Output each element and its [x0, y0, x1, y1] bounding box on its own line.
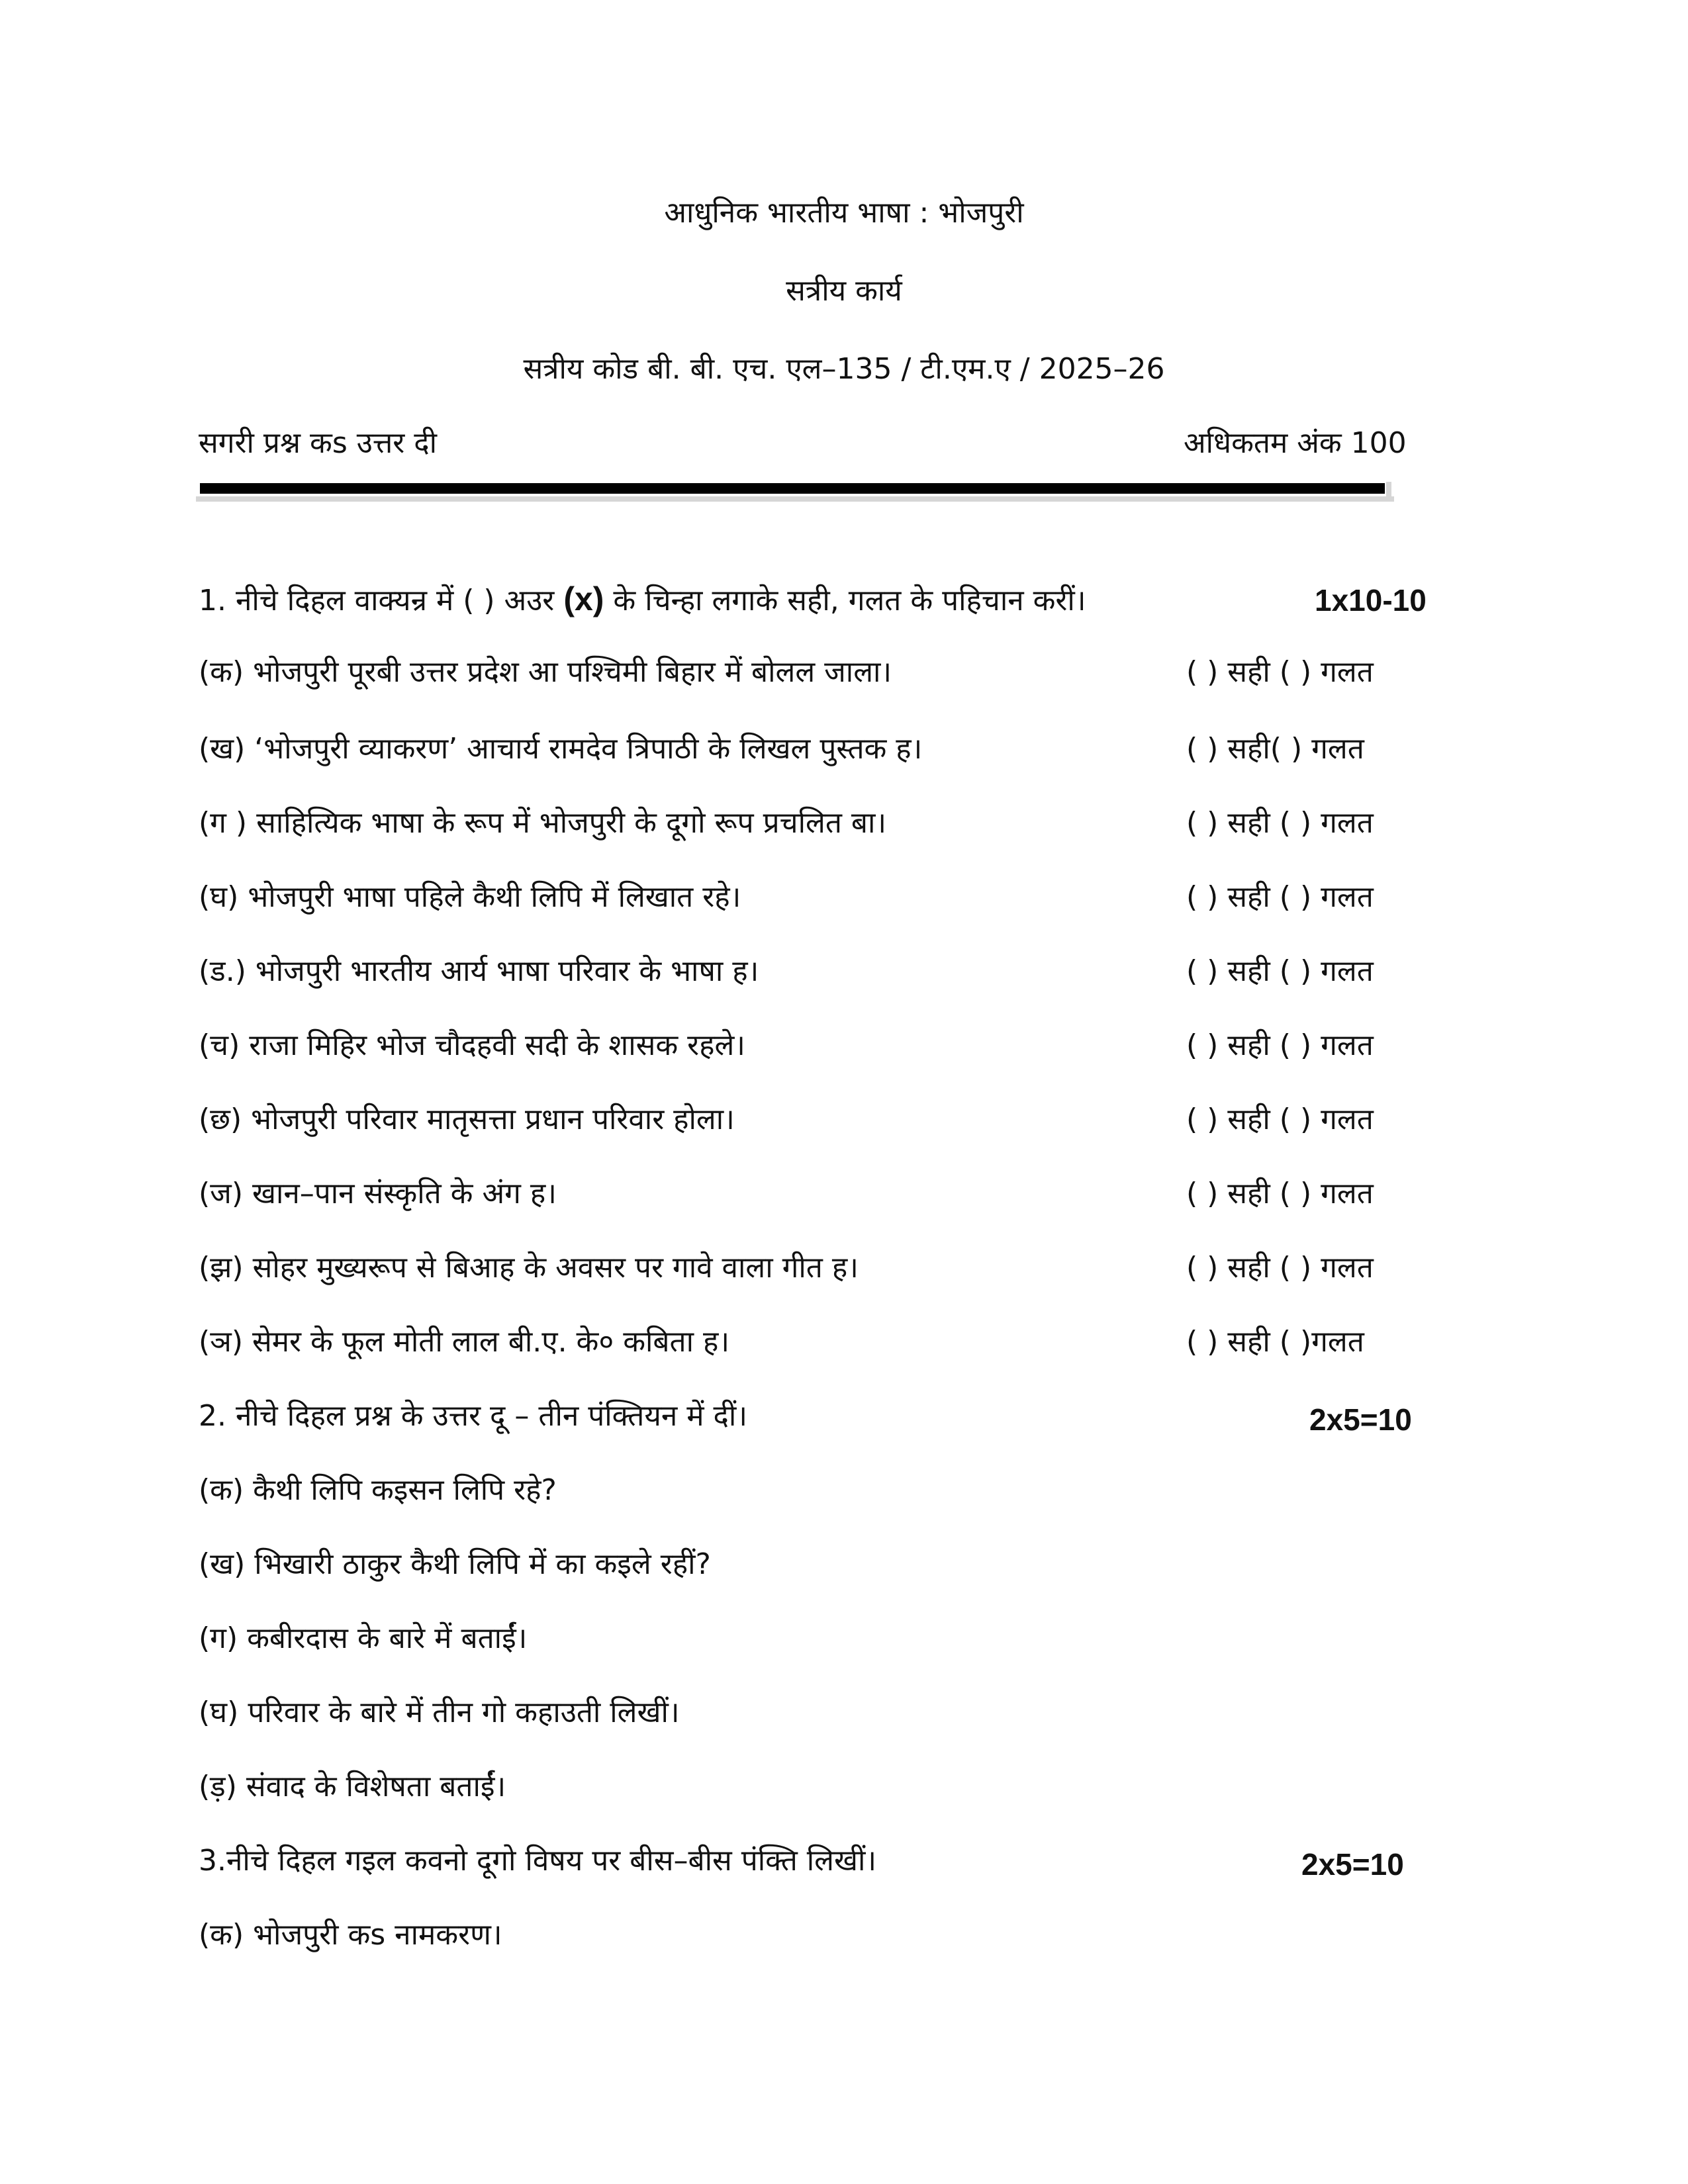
- q1-item-text: (ज) खान–पान संस्कृति के अंग ह।: [199, 1177, 557, 1210]
- q1-title-before: 1. नीचे दिहल वाक्यन्र में ( ) अउर: [199, 584, 555, 617]
- q2-item: (क) कैथी लिपि कइसन लिपि रहे?: [199, 1473, 557, 1507]
- q1-item-text: (ड.) भोजपुरी भारतीय आर्य भाषा परिवार के भाषा ह।: [199, 954, 759, 988]
- q1-item-choice: ( ) सही ( ) गलत: [1186, 1103, 1374, 1136]
- header-rule: [200, 483, 1385, 494]
- q1-item-choice: ( ) सही ( ) गलत: [1186, 806, 1374, 840]
- header-rule-shadow: [196, 496, 1394, 502]
- q1-item-text: (घ) भोजपुरी भाषा पहिले कैथी लिपि में लिखात रहे।: [199, 880, 741, 914]
- q1-item-text: (छ) भोजपुरी परिवार मातृसत्ता प्रधान परिवार होला।: [199, 1103, 735, 1136]
- header-rule-shadow-edge: [1386, 482, 1391, 500]
- q2-item: (ग) कबीरदास के बारे में बताईं।: [199, 1621, 528, 1655]
- q3-marks: 2x5=10: [1301, 1847, 1404, 1882]
- q2-item: (घ) परिवार के बारे में तीन गो कहाउती लिखीं।: [199, 1696, 680, 1729]
- q1-item-choice: ( ) सही( ) गलत: [1186, 732, 1364, 766]
- q1-item-choice: ( ) सही ( )गलत: [1186, 1325, 1364, 1359]
- assignment-code: सत्रीय कोड बी. बी. एच. एल–135 / टी.एम.ए / 2025–26: [523, 352, 1165, 386]
- q1-item-text: (झ) सोहर मुख्यरूप से बिआह के अवसर पर गावे वाला गीत ह।: [199, 1251, 859, 1285]
- q3-item: (क) भोजपुरी कs नामकरण।: [199, 1918, 502, 1952]
- instruction-text: सगरी प्रश्न कs उत्तर दी: [199, 426, 437, 460]
- q2-item: (ख) भिखारी ठाकुर कैथी लिपि में का कइले रहीं?: [199, 1547, 711, 1581]
- q2-item: (ड़) संवाद के विशेषता बताईं।: [199, 1770, 506, 1803]
- q1-item-choice: ( ) सही ( ) गलत: [1186, 1251, 1374, 1285]
- q2-title: 2. नीचे दिहल प्रश्न के उत्तर दू – तीन पंक्तियन में दीं।: [199, 1399, 747, 1433]
- q1-item-choice: ( ) सही ( ) गलत: [1186, 1177, 1374, 1210]
- q1-item-choice: ( ) सही ( ) गलत: [1186, 1028, 1374, 1062]
- q1-item-text: (ञ) सेमर के फूल मोती लाल बी.ए. के० कबिता ह।: [199, 1325, 730, 1359]
- q3-title: 3.नीचे दिहल गइल कवनो दूगो विषय पर बीस–बीस पंक्ति लिखीं।: [199, 1844, 877, 1878]
- q1-item-text: (ख) ‘भोजपुरी व्याकरण’ आचार्य रामदेव त्रिपाठी के लिखल पुस्तक ह।: [199, 732, 923, 766]
- q1-item-text: (च) राजा मिहिर भोज चौदहवी सदी के शासक रहले।: [199, 1028, 745, 1062]
- q1-title: [199, 582, 1086, 615]
- q2-marks: 2x5=10: [1309, 1402, 1412, 1437]
- document-subtitle: सत्रीय कार्य: [786, 274, 902, 308]
- q1-title-after: के चिन्हा लगाके सही, गलत के पहिचान करीं।: [613, 584, 1086, 617]
- q1-item-choice: ( ) सही ( ) गलत: [1186, 954, 1374, 988]
- document-title: आधुनिक भारतीय भाषा : भोजपुरी: [664, 196, 1024, 230]
- q1-item-text: (ग ) साहित्यिक भाषा के रूप में भोजपुरी के दूगो रूप प्रचलित बा।: [199, 806, 887, 840]
- q1-item-text: (क) भोजपुरी पूरबी उत्तर प्रदेश आ पश्चिमी बिहार में बोलल जाला।: [199, 655, 892, 689]
- q1-marks: 1x10-10: [1315, 583, 1427, 617]
- max-marks: अधिकतम अंक 100: [1184, 426, 1407, 460]
- q1-item-choice: ( ) सही ( ) गलत: [1186, 880, 1374, 914]
- q1-item-choice: ( ) सही ( ) गलत: [1186, 655, 1374, 689]
- q1-title-x: (x): [563, 580, 604, 617]
